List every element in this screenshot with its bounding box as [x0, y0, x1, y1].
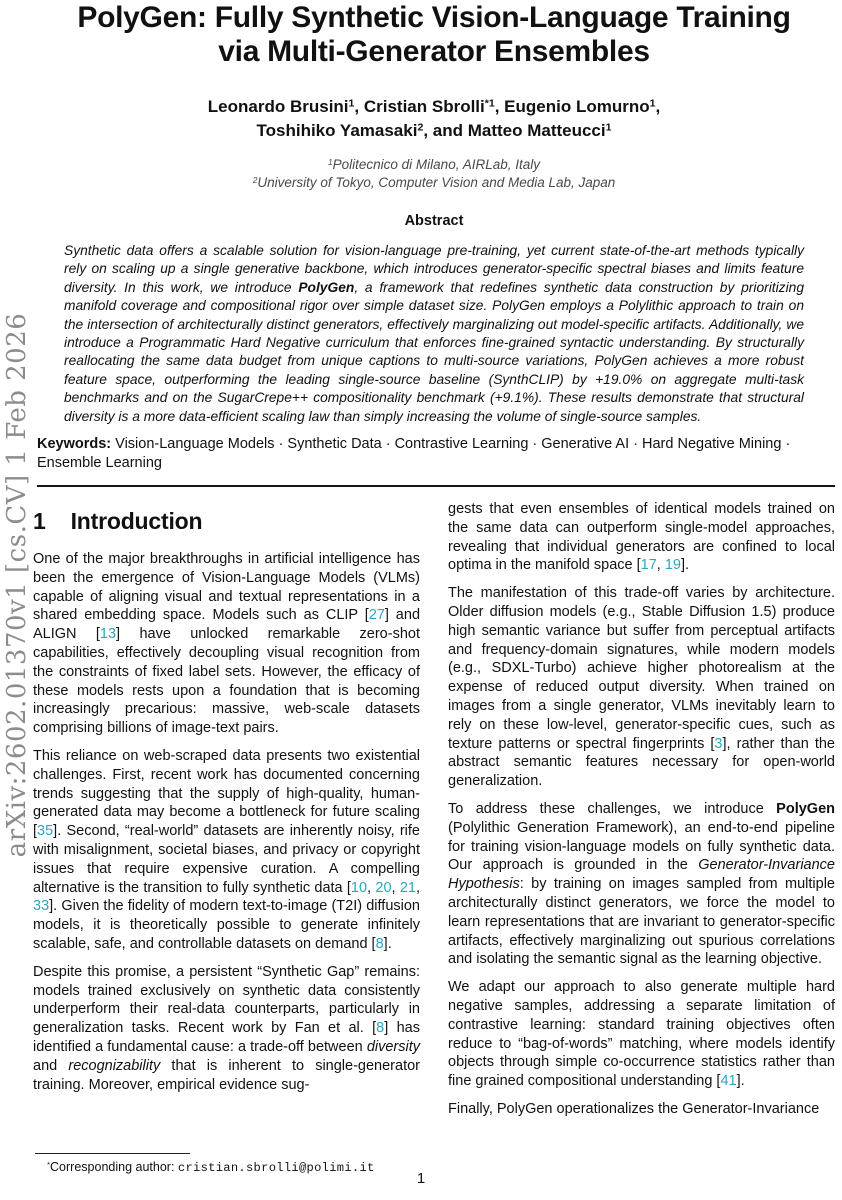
text-segment: (Polylithic Generation Framework), an end-to-end pipeline for training vision-language models on fully synthetic data. Our approach is grounded in the: [448, 819, 835, 874]
text-segment: PolyGen: [298, 279, 355, 295]
citation-ref[interactable]: 20: [375, 879, 392, 896]
text-segment: : by training on images sampled from multiple architecturally distinct generators, we force the model to learn representations that are invariant to generator-specific artifacts, effectively marginalizing out spurious correlations and isolating the semantic signal as the learning objective.: [448, 876, 835, 968]
author-line: [33, 119, 835, 143]
text-segment: *: [47, 1160, 51, 1170]
text-segment: To address these challenges, we introduce: [448, 801, 777, 818]
text-segment: *1: [484, 97, 495, 110]
text-segment: cristian.sbrolli@polimi.it: [177, 1161, 375, 1176]
body-paragraph: [448, 1100, 835, 1119]
text-segment: Generator-Invariance Hypothesis: [448, 857, 835, 893]
text-segment: ] have unlocked remarkable zero-shot capabilities, effectively decoupling visual recognition from the constraints of fixed label sets. However, the efficacy of these models rests upon a foundation that is becoming increasingly precarious: massive, web-scale datasets comprising billions of image-text pairs.: [33, 626, 420, 737]
citation-ref[interactable]: 27: [368, 607, 385, 624]
text-segment: 2: [252, 174, 258, 185]
affiliation-line: [33, 156, 835, 174]
section-number: 1: [33, 508, 46, 535]
text-segment: Corresponding author:: [50, 1160, 178, 1175]
text-segment: ,: [367, 879, 376, 896]
citation-ref[interactable]: 35: [37, 823, 54, 840]
paper-title: [33, 0, 835, 69]
text-segment: Vision-Language Models · Synthetic Data · Contrastive Learning · Generative AI · Hard Negative Mining · Ensemble Learning: [37, 436, 791, 472]
abstract-text: [64, 242, 804, 426]
text-segment: ].: [680, 557, 690, 574]
paper-title-line1: PolyGen: Fully Synthetic Vision-Language Training: [77, 1, 791, 34]
author-line: [33, 95, 835, 119]
right-column: [448, 500, 835, 1176]
text-segment: The manifestation of this trade-off varies by architecture. Older diffusion models (e.g., Stable Diffusion 1.5) produce high semantic variance but suffer from perceptual artifacts and frequency-domain signatures, while modern models (e.g., SDXL-Turbo) achieve higher photorealism at the expense of reduced output diversity. When trained on images from a single generator, VLMs inevitably learn to rely on these low-level, generator-specific cues, such as texture patterns or spectral fingerprints [: [448, 585, 835, 752]
text-segment: , and Matteo Matteucci: [423, 121, 606, 140]
affiliations: [33, 156, 835, 192]
text-segment: , Eugenio Lomurno: [494, 97, 650, 116]
text-segment: , Cristian Sbrolli: [354, 97, 485, 116]
body-paragraph: [33, 550, 420, 738]
paper-content: [33, 0, 835, 1176]
text-segment: 2: [417, 121, 424, 134]
body-paragraph: [33, 963, 420, 1095]
header-divider: [37, 485, 835, 487]
arxiv-watermark: arXiv:2602.01370v1 [cs.CV] 1 Feb 2026: [2, 312, 32, 858]
citation-ref[interactable]: 3: [714, 735, 723, 752]
text-segment: gests that even ensembles of identical models trained on the same data can outperform single-model approaches, revealing that individual generators are confined to local optima in the manifold space [: [448, 501, 835, 574]
citation-ref[interactable]: 17: [640, 557, 657, 574]
footnote-rule: [35, 1153, 190, 1154]
text-segment: PolyGen: [776, 801, 835, 818]
citation-ref[interactable]: 13: [99, 626, 117, 643]
text-segment: recognizability: [68, 1057, 161, 1074]
text-segment: ].: [383, 936, 392, 952]
text-segment: ].: [736, 1073, 745, 1090]
affiliation-line: [33, 174, 835, 192]
text-segment: Keywords:: [37, 436, 112, 453]
text-segment: ] has identified a fundamental cause: a trade-off between: [33, 1020, 420, 1055]
text-segment: One of the major breakthroughs in artificial intelligence has been the emergence of Vision-Language Models (VLMs) capable of aligning visual and textual representations in a shared embedding space. Models such as CLIP [: [33, 551, 420, 624]
text-segment: This reliance on web-scraped data presents two existential challenges. First, recent work has documented concerning trends suggesting that the supply of high-quality, human-generated data may become a bottleneck for future scaling [: [33, 748, 420, 840]
section-title: Introduction: [70, 508, 203, 535]
text-segment: , a framework that redefines synthetic data construction by prioritizing manifold coverage and compositional rigor over simple dataset size. PolyGen employs a Polylithic approach to train on the intersection of architecturally distinct generators, effectively marginalizing out model-specific artifacts. Additionally, we introduce a Programmatic Hard Negative curriculum that enforces fine-grained syntactic understanding. By structurally reallocating the same data budget from unique captions to multi-source variations, PolyGen achieves a more robust feature space, outperforming the leading single-source baseline (SynthCLIP) by +19.0% on aggregate multi-task benchmarks and on the SugarCrepe++ compositionality benchmark (+9.1%). These results demonstrate that structural diversity is a more data-efficient scaling law than simply increasing the volume of single-source samples.: [64, 279, 804, 424]
citation-ref[interactable]: 19: [664, 557, 681, 574]
section-heading: [33, 508, 420, 535]
paper-title-line2: via Multi-Generator Ensembles: [218, 35, 650, 68]
text-segment: University of Tokyo, Computer Vision and Media Lab, Japan: [257, 175, 616, 190]
text-segment: Synthetic data offers a scalable solution for vision-language pre-training, yet current state-of-the-art methods typically rely on scaling up a single generative backbone, which introduces generator-specific spectral biases and limits feature diversity. In this work, we introduce: [64, 243, 804, 295]
author-list: [33, 95, 835, 143]
text-segment: Finally, PolyGen operationalizes the Generator-Invariance: [448, 1100, 820, 1117]
text-segment: ], rather than the abstract semantic features necessary for open-world generalization.: [448, 735, 835, 790]
citation-ref[interactable]: 41: [720, 1073, 737, 1090]
text-segment: Politecnico di Milano, AIRLab, Italy: [332, 157, 540, 172]
body-paragraph: [448, 500, 835, 575]
text-segment: ] and ALIGN [: [33, 607, 421, 643]
text-segment: ,: [391, 879, 400, 896]
citation-ref[interactable]: 8: [376, 1020, 385, 1037]
left-column: [33, 500, 420, 1176]
text-segment: 1: [649, 97, 656, 110]
citation-ref[interactable]: 33: [33, 898, 50, 915]
text-segment: 1: [605, 121, 612, 134]
text-segment: ]. Given the fidelity of modern text-to-image (T2I) diffusion models, it is theoretically possible to generate infinitely scalable, safe, and controllable datasets on demand [: [33, 898, 420, 952]
text-segment: ,: [415, 879, 420, 896]
abstract-heading: Abstract: [404, 213, 464, 229]
text-segment: that is inherent to single-generator training. Moreover, empirical evidence sug-: [33, 1057, 420, 1093]
citation-ref[interactable]: 8: [375, 936, 384, 952]
body-paragraph: [448, 584, 835, 791]
citation-ref[interactable]: 10: [350, 879, 368, 896]
body-paragraph: [448, 978, 835, 1091]
text-segment: diversity: [366, 1038, 420, 1055]
text-segment: 1: [348, 97, 355, 110]
two-column-body: [33, 500, 835, 1176]
keywords: [37, 435, 835, 473]
text-segment: We adapt our approach to also generate multiple hard negative samples, addressing a separate limitation of contrastive learning: standard training objectives often reduce to “bag-of-words” matching, where models identify objects through simple co-occurrence statistics rather than fine grained compositional understanding [: [448, 979, 835, 1090]
body-paragraph: [33, 747, 420, 954]
body-paragraph: [448, 800, 835, 969]
page-number: 1: [416, 1170, 426, 1187]
text-segment: and: [33, 1057, 69, 1074]
citation-ref[interactable]: 21: [399, 879, 416, 896]
text-segment: ,: [655, 97, 661, 116]
text-segment: 1: [327, 156, 333, 167]
text-segment: ]. Second, “real-world” datasets are inherently noisy, rife with misalignment, societal biases, and privacy or copyright issues that require expensive curation. A compelling alternative is the transition to fully synthetic data [: [33, 823, 420, 896]
text-segment: Despite this promise, a persistent “Synthetic Gap” remains: models trained exclusively on synthetic data consistently underperform their real-data counterparts, particularly in generalization tasks. Recent work by Fan et al. [: [33, 963, 420, 1037]
text-segment: ,: [656, 557, 665, 574]
text-segment: Toshihiko Yamasaki: [256, 121, 418, 140]
text-segment: Leonardo Brusini: [207, 97, 349, 116]
